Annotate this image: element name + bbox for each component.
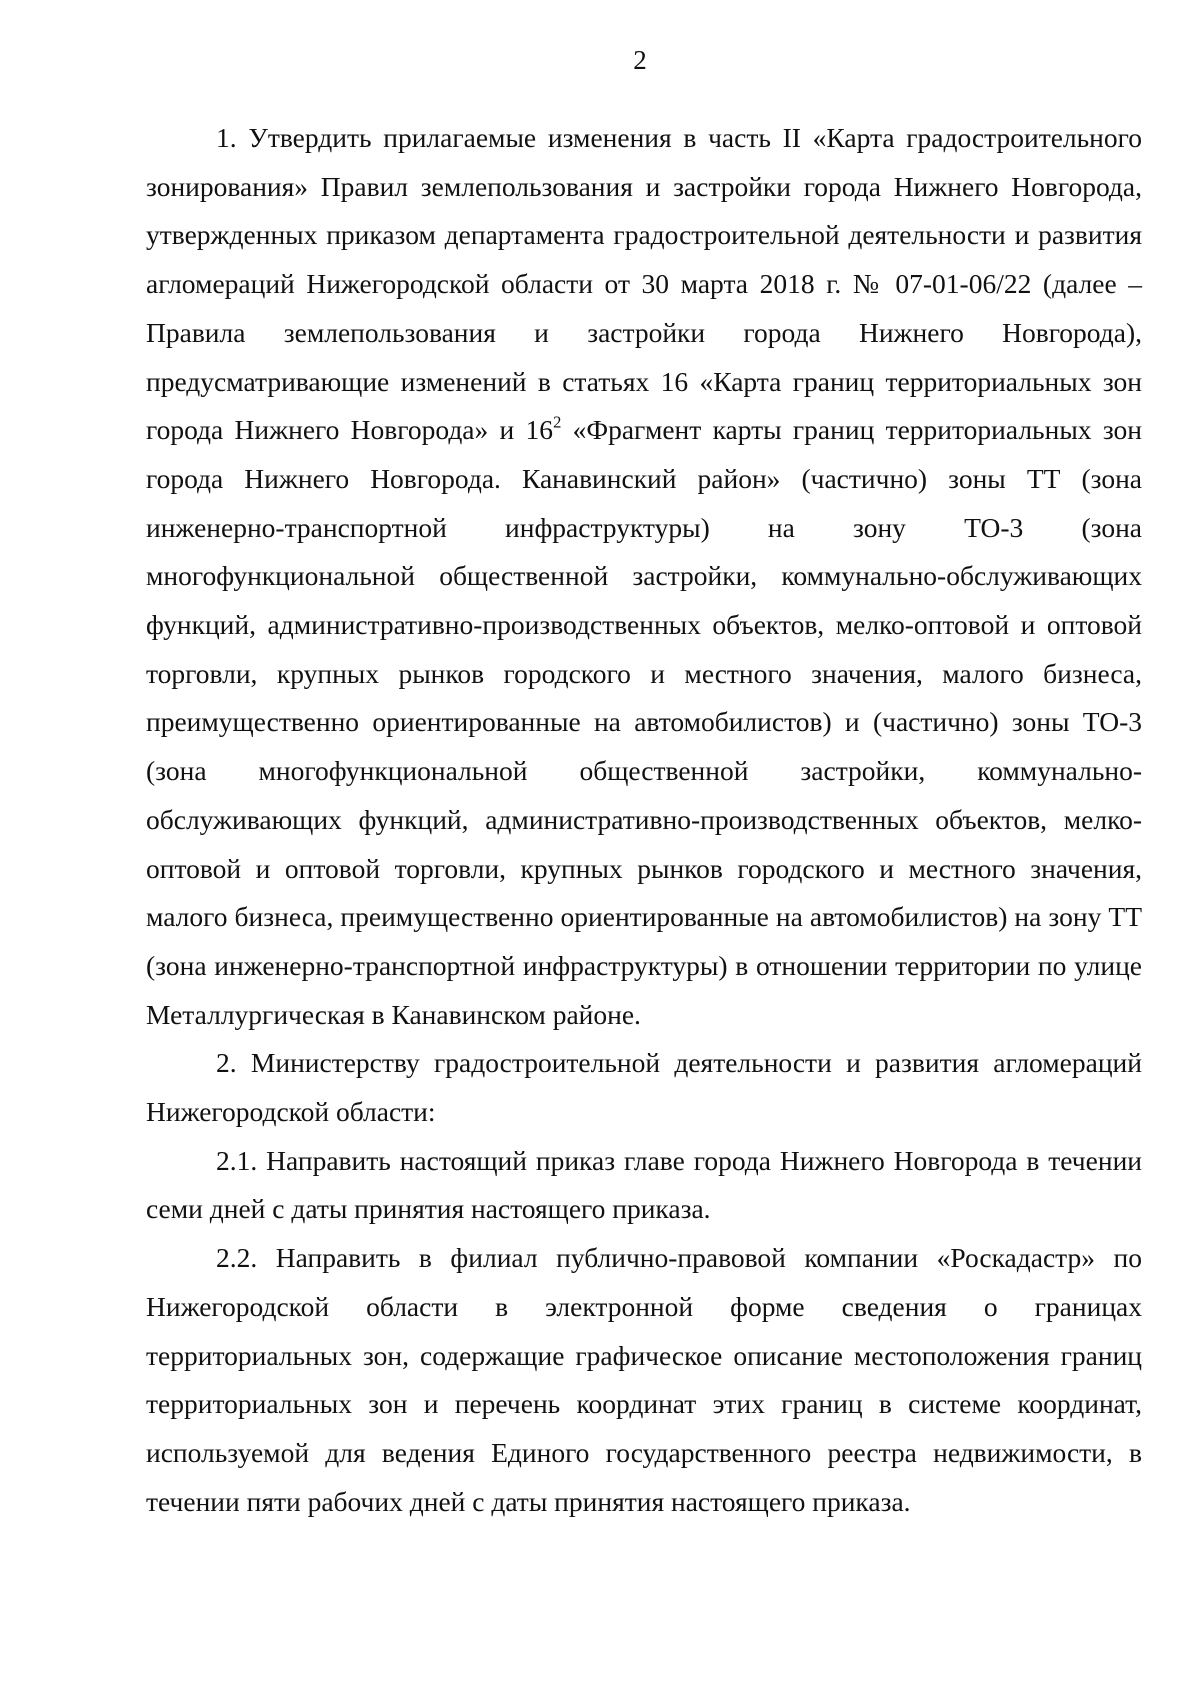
paragraph-1-text-part-1: 1. Утвердить прилагаемые изменения в часть II «Карта градостроительного зонирования» Правил землепользования и застройки города Нижнего Новгорода, утвержденных приказом департамента градостроительной деятельности и развития агломераций Нижегородской области от 30 марта 2018 г. № 07-01-06/22 (далее – Правила землепользования и застройки города Нижнего Новгорода), предусматривающие изменений в статьях 16 «Карта границ территориальных зон города Нижнего Новгорода» и 16 bbox=[146, 122, 1142, 446]
superscript-index: 2 bbox=[553, 412, 562, 432]
paragraph-2-1: 2.1. Направить настоящий приказ главе города Нижнего Новгорода в течении семи дней с даты принятия настоящего приказа. bbox=[146, 1144, 1142, 1225]
page-number: 2 bbox=[633, 45, 647, 75]
paragraph-2: 2. Министерству градостроительной деятельности и развития агломераций Нижегородской области: bbox=[146, 1047, 1142, 1128]
paragraph-2-2: 2.2. Направить в филиал публично-правовой компании «Роскадастр» по Нижегородской области в электронной форме сведения о границах территориальных зон, содержащие графическое описание местоположения границ территориальных зон и перечень координат этих границ в системе координат, используемой для ведения Единого государственного реестра недвижимости, в течении пяти рабочих дней с даты принятия настоящего приказа. bbox=[146, 1242, 1142, 1517]
document-body bbox=[146, 114, 1142, 1526]
paragraph-1 bbox=[146, 114, 1142, 1039]
paragraph-1-text-part-2: «Фрагмент карты границ территориальных зон города Нижнего Новгорода. Канавинский район» (частично) зоны ТТ (зона инженерно-транспортной инфраструктуры) на зону ТО-3 (зона многофункциональной общественной застройки, коммунально-обслуживающих функций, административно-производственных объектов, мелко-оптовой и оптовой торговли, крупных рынков городского и местного значения, малого бизнеса, преимущественно ориентированные на автомобилистов) и (частично) зоны ТО-3 (зона многофункциональной общественной застройки, коммунально-обслуживающих функций, административно-производственных объектов, мелко-оптовой и оптовой торговли, крупных рынков городского и местного значения, малого бизнеса, преимущественно ориентированные на автомобилистов) на зону ТТ (зона инженерно-транспортной инфраструктуры) в отношении территории по улице Металлургическая в Канавинском районе. bbox=[146, 414, 1142, 1030]
